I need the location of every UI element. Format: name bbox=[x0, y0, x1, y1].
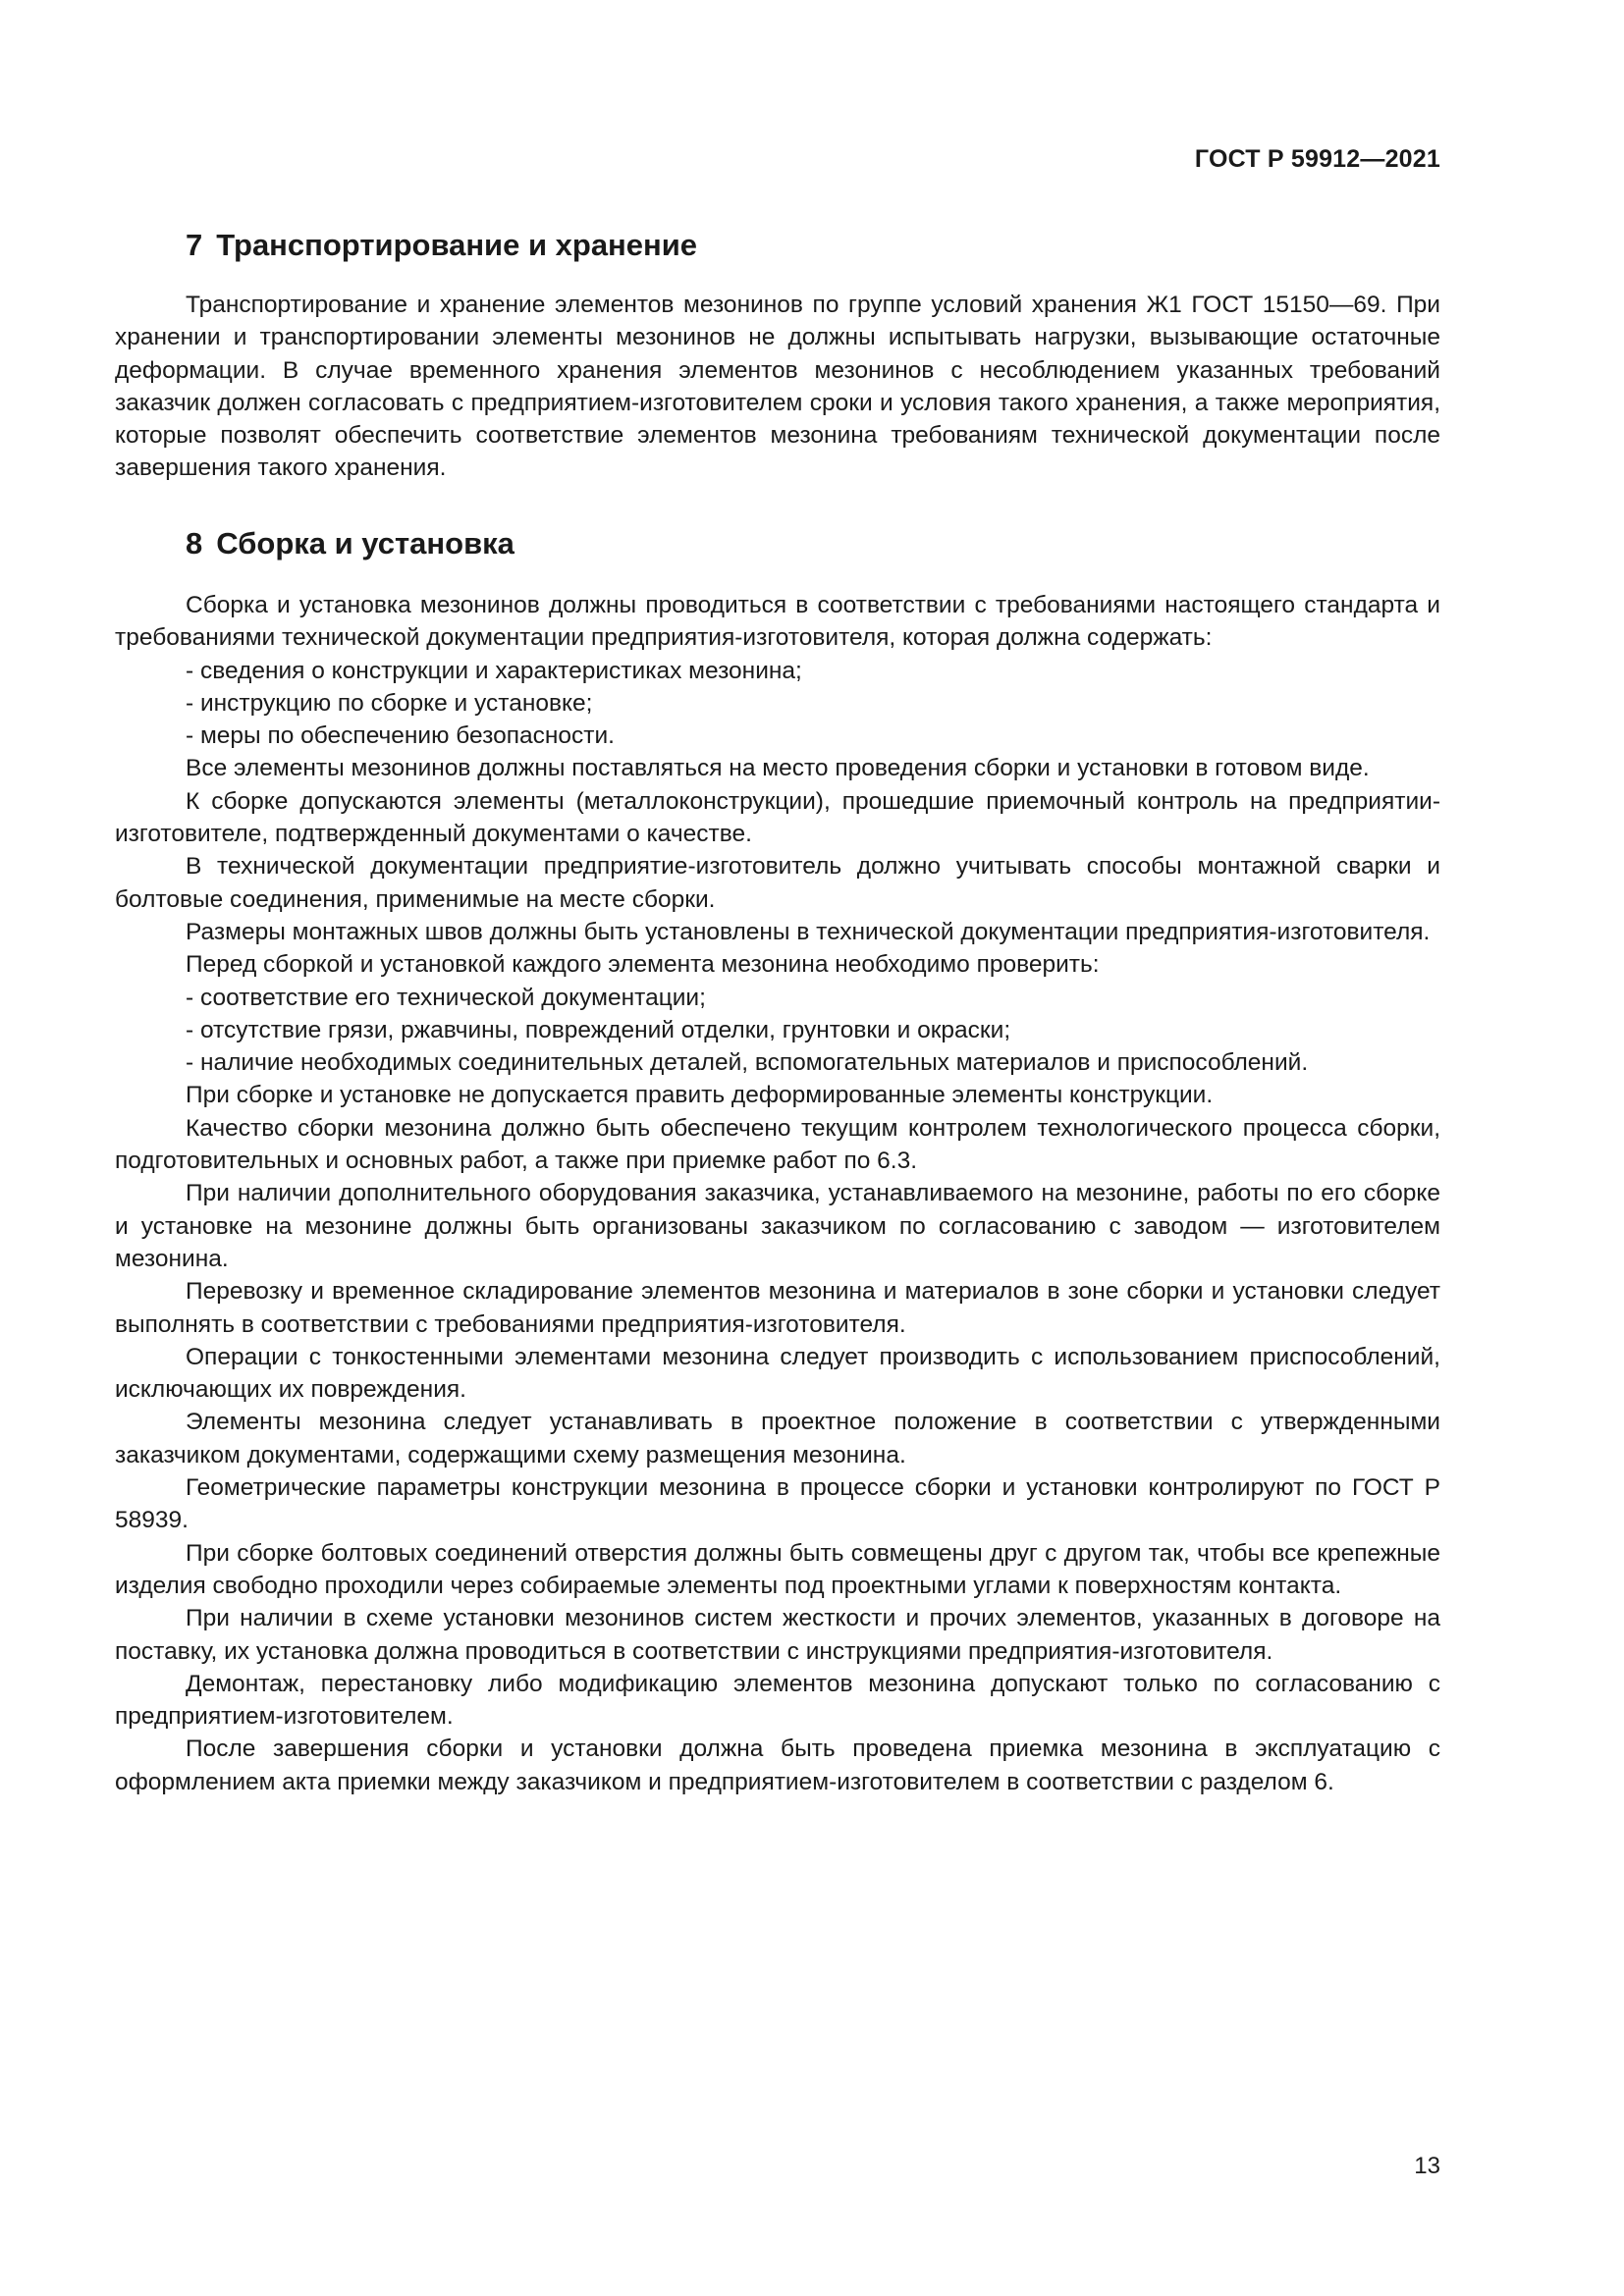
section-8-paragraph: В технической документации предприятие-изготовитель должно учитывать способы монтажной сварки и болтовые соединения, применимые на месте сборки. bbox=[115, 853, 1440, 913]
section-8-paragraph: Все элементы мезонинов должны поставляться на место проведения сборки и установки в готовом виде. bbox=[186, 755, 1370, 782]
section-8-paragraph: Сборка и установка мезонинов должны проводиться в соответствии с требованиями настоящего стандарта и требованиями технической документации предприятия-изготовителя, которая должна содержать: bbox=[115, 592, 1440, 652]
section-8-paragraph: При наличии дополнительного оборудования заказчика, устанавливаемого на мезонине, работы по его сборке и установке на мезонине должны быть организованы заказчиком по согласованию с заводом — изготовителем мезонина. bbox=[115, 1180, 1440, 1272]
section-8-heading bbox=[186, 526, 514, 561]
section-8-paragraph: Качество сборки мезонина должно быть обеспечено текущим контролем технологического процесса сборки, подготовительных и основных работ, а также при приемке работ по 6.3. bbox=[115, 1114, 1440, 1175]
standard-code: ГОСТ Р 59912—2021 bbox=[1194, 145, 1440, 173]
document-page bbox=[115, 0, 1440, 2296]
section-7-body bbox=[115, 289, 1440, 485]
list-item: - меры по обеспечению безопасности. bbox=[186, 722, 615, 750]
list-item: - отсутствие грязи, ржавчины, повреждений отделки, грунтовки и окраски; bbox=[186, 1016, 1011, 1043]
section-8-paragraph: Размеры монтажных швов должны быть установлены в технической документации предприятия-изготовителя. bbox=[186, 918, 1431, 945]
section-7-title: Транспортирование и хранение bbox=[216, 228, 698, 262]
section-8-paragraph: Перед сборкой и установкой каждого элемента мезонина необходимо проверить: bbox=[186, 951, 1100, 979]
section-7-heading bbox=[186, 228, 697, 263]
list-item: - соответствие его технической документации; bbox=[186, 984, 706, 1011]
list-item: - сведения о конструкции и характеристиках мезонина; bbox=[186, 657, 802, 684]
section-8-body bbox=[115, 589, 1440, 1798]
list-item: - инструкцию по сборке и установке; bbox=[186, 689, 593, 717]
section-8-paragraph: К сборке допускаются элементы (металлоконструкции), прошедшие приемочный контроль на предприятии-изготовителе, подтвержденный документами о качестве. bbox=[115, 787, 1440, 848]
section-8-paragraph: При наличии в схеме установки мезонинов систем жесткости и прочих элементов, указанных в договоре на поставку, их установка должна проводиться в соответствии с инструкциями предприятия-изготовителя. bbox=[115, 1605, 1440, 1665]
section-8-paragraph: При сборке болтовых соединений отверстия должны быть совмещены друг с другом так, чтобы все крепежные изделия свободно проходили через собираемые элементы под проектными углами к поверхностям контакта. bbox=[115, 1539, 1440, 1599]
section-7-paragraph: Транспортирование и хранение элементов мезонинов по группе условий хранения Ж1 ГОСТ 15150—69. При хранении и транспортировании элементы мезонинов не должны испытывать нагрузки, вызывающие остаточные деформации. В случае временного хранения элементов мезонинов с несоблюдением указанных требований заказчик должен согласовать с предприятием-изготовителем сроки и условия такого хранения, а также мероприятия, которые позволят обеспечить соответствие элементов мезонина требованиям технической документации после завершения такого хранения. bbox=[115, 292, 1440, 482]
section-8-paragraph: При сборке и установке не допускается править деформированные элементы конструкции. bbox=[186, 1082, 1214, 1109]
page-number: 13 bbox=[1414, 2153, 1440, 2179]
section-8-paragraph: Демонтаж, перестановку либо модификацию элементов мезонина допускают только по согласованию с предприятием-изготовителем. bbox=[115, 1670, 1440, 1731]
section-8-paragraph: Перевозку и временное складирование элементов мезонина и материалов в зоне сборки и установки следует выполнять в соответствии с требованиями предприятия-изготовителя. bbox=[115, 1278, 1440, 1338]
section-8-number: 8 bbox=[186, 526, 203, 561]
section-8-paragraph: Элементы мезонина следует устанавливать в проектное положение в соответствии с утвержденными заказчиком документами, содержащими схему размещения мезонина. bbox=[115, 1409, 1440, 1468]
section-8-paragraph: Операции с тонкостенными элементами мезонина следует производить с использованием приспособлений, исключающих их повреждения. bbox=[115, 1343, 1440, 1404]
section-8-paragraph: После завершения сборки и установки должна быть проведена приемка мезонина в эксплуатацию с оформлением акта приемки между заказчиком и предприятием-изготовителем в соответствии с разделом 6. bbox=[115, 1735, 1440, 1795]
section-8-paragraph: Геометрические параметры конструкции мезонина в процессе сборки и установки контролируют по ГОСТ Р 58939. bbox=[115, 1474, 1440, 1534]
section-7-number: 7 bbox=[186, 228, 203, 262]
section-8-title: Сборка и установка bbox=[216, 526, 514, 561]
list-item: - наличие необходимых соединительных деталей, вспомогательных материалов и приспособлений. bbox=[186, 1049, 1309, 1077]
